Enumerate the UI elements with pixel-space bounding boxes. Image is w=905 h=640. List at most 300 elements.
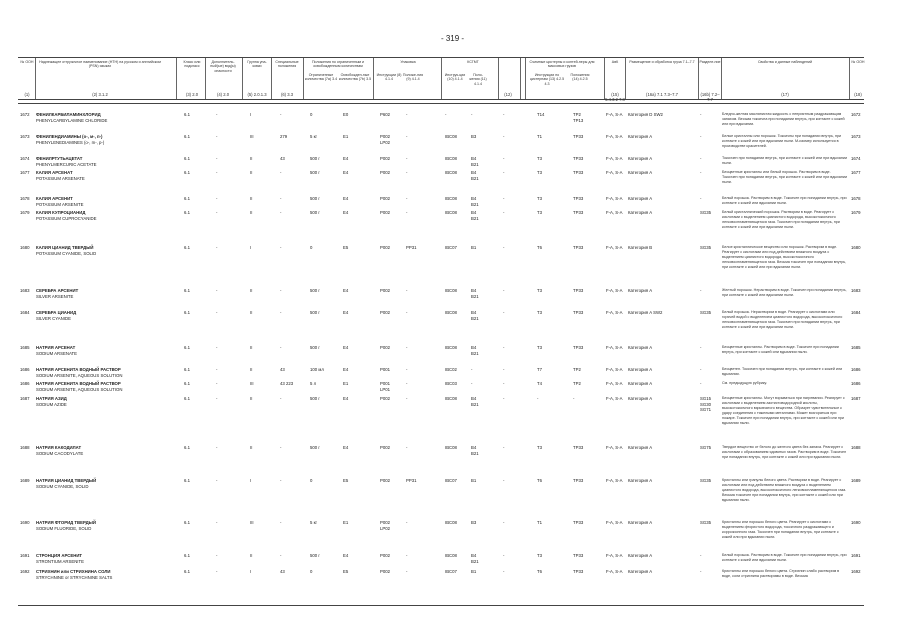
- name-ru: КАЛИЯ АРСЕНИТ: [36, 196, 73, 201]
- special-provisions: -: [280, 310, 282, 315]
- column-12: -: [503, 156, 505, 161]
- stowage: Категория A: [628, 196, 653, 201]
- segregation: -: [700, 367, 702, 372]
- segregation: -: [700, 134, 702, 139]
- rule-line: [849, 58, 850, 99]
- packing-group: II: [250, 396, 253, 401]
- ibc-instruction: IBC03: [445, 381, 457, 386]
- un-number: 1687: [20, 396, 30, 401]
- column-number: (12): [504, 92, 512, 97]
- stowage: Категория B: [628, 245, 653, 250]
- ibc-provision: B4 B21: [471, 553, 479, 564]
- ibc-provision: B4 B21: [471, 288, 479, 299]
- limited-quantity: 500 г: [310, 170, 320, 175]
- class: 6.1: [184, 210, 190, 215]
- name-ru: СЕРЕБРА ЦИАНИД: [36, 310, 77, 315]
- rule-line: [441, 58, 442, 99]
- excepted-quantity: E4: [343, 288, 349, 293]
- un-number: 1684: [20, 310, 30, 315]
- column-header: Группа упа-ковки: [247, 60, 267, 69]
- un-number-right: 1674: [851, 156, 861, 161]
- packing-provision: -: [406, 396, 408, 401]
- name-en: POTASSIUM ARSENATE: [36, 175, 85, 181]
- column-12: -: [503, 245, 505, 250]
- un-number-right: 1686: [851, 367, 861, 372]
- column-number: (15) 5.4.3.2 7.8: [605, 92, 625, 102]
- packing-provision: -: [406, 210, 408, 215]
- un-number-right: 1673: [851, 134, 861, 139]
- tank-provision: TP33: [573, 569, 584, 574]
- rule-line: [18, 103, 864, 104]
- properties-text: Бесцветен. Токсичен при попадании внутрь, при контакте с кожей или вдыхании.: [722, 367, 843, 376]
- name-en: PHENYLMERCURIC ACETATE: [36, 161, 97, 167]
- packing-provision: -: [406, 381, 408, 386]
- ems: F-A, S-A: [606, 112, 623, 117]
- name-ru: КАЛИЯ АРСЕНАТ: [36, 170, 73, 175]
- tank-instruction: T1: [537, 520, 543, 525]
- packing-group: II: [250, 196, 253, 201]
- un-number-right: 1683: [851, 288, 861, 293]
- special-provisions: 279: [280, 134, 288, 139]
- ibc-instruction: IBC08: [445, 345, 457, 350]
- name-en: POTASSIUM CUPROCYANIDE: [36, 215, 97, 221]
- column-subheader: Инструк-ции (10) 4.1.4: [444, 73, 466, 82]
- ems: F-A, S-A: [606, 396, 623, 401]
- special-provisions: -: [280, 396, 282, 401]
- column-12: -: [503, 553, 505, 558]
- excepted-quantity: E4: [343, 367, 349, 372]
- class: 6.1: [184, 245, 190, 250]
- segregation: -: [700, 196, 702, 201]
- un-number: 1672: [20, 112, 30, 117]
- name-en: POTASSIUM ARSENITE: [36, 201, 84, 207]
- un-number-right: 1691: [851, 553, 861, 558]
- class: 6.1: [184, 196, 190, 201]
- stowage: Категория A: [628, 553, 653, 558]
- ibc-instruction: IBC08: [445, 134, 457, 139]
- un-number: 1673: [20, 134, 30, 139]
- special-provisions: 43: [280, 569, 285, 574]
- subsidiary-risk: -: [216, 345, 218, 350]
- tank-instruction: T6: [537, 245, 543, 250]
- properties-text: Бесцветные кристаллы или белый порошок. Растворим в воде. Токсичен при попадании внутрь, при контакте с кожей или при вдыхании пыли.: [722, 170, 848, 184]
- packing-instruction: P002 LP02: [380, 134, 391, 145]
- packing-instruction: P002: [380, 288, 391, 293]
- class: 6.1: [184, 134, 190, 139]
- properties-text: См. предыдущую рубрику.: [722, 381, 768, 385]
- class: 6.1: [184, 520, 190, 525]
- packing-group: I: [250, 478, 252, 483]
- excepted-quantity: E1: [343, 520, 349, 525]
- ibc-provision: B4 B21: [471, 345, 479, 356]
- name-ru: ФЕНИЛЕНДИАМИНЫ (о-, м-, п-): [36, 134, 103, 139]
- packing-instruction: P002: [380, 396, 391, 401]
- ems: F-A, S-A: [606, 445, 623, 450]
- column-number: (16b) 7.2–7.7: [700, 92, 720, 102]
- properties-text: Белый порошок. Нерастворим в воде. Реагирует с кислотами или горячей водой с выделением цианистого водорода, высокотоксичного легковоспламеняющегося газа. Токсичен при попадании внутрь, при контакте с кожей или при вдыхании пыли.: [722, 310, 843, 329]
- stowage: Категория A: [628, 367, 653, 372]
- name-ru: ФЕНИЛРТУТЬАЦЕТАТ: [36, 156, 83, 161]
- ibc-provision: -: [471, 381, 473, 386]
- column-12: -: [503, 288, 505, 293]
- tank-instruction: T4: [537, 381, 543, 386]
- rule-line: [520, 58, 521, 99]
- packing-instruction: P001: [380, 367, 391, 372]
- limited-quantity: 500 г: [310, 445, 320, 450]
- ems: F-A, S-A: [606, 520, 623, 525]
- column-header: КСГМГ: [467, 60, 479, 64]
- limited-quantity: 0: [310, 478, 313, 483]
- subsidiary-risk: -: [216, 156, 218, 161]
- un-number: 1680: [20, 245, 30, 250]
- properties-text: Белый кристаллический порошок. Растворим в воде. Реагирует с кислотами с выделением цианистого водорода, высокотоксичного легковоспламеняющегося газа. Токсичен при попадании внутрь, при контакте с кожей или при вдыхании пыли.: [722, 210, 840, 229]
- column-number: (1): [24, 92, 30, 97]
- subsidiary-risk: -: [216, 112, 218, 117]
- column-12: -: [503, 196, 505, 201]
- ibc-instruction: IBC08: [445, 170, 457, 175]
- limited-quantity: 0: [310, 245, 313, 250]
- un-number-right: 1685: [851, 345, 861, 350]
- tank-provision: TP2 TP13: [573, 112, 584, 123]
- ibc-instruction: IBC08: [445, 520, 457, 525]
- limited-quantity: 100 мл: [310, 367, 324, 372]
- properties-text: Кристаллы или гранулы белого цвета. Растворим в воде. Реагирует с кислотами или под действием влажного воздуха с выделением цианистого водорода, высокотоксичного легковоспламеняющегося газа. Весьма токсичен при попадании внутрь, при контакте с кожей или при вдыхании пыли.: [722, 478, 847, 502]
- limited-quantity: 500 г: [310, 396, 320, 401]
- column-12: -: [503, 112, 505, 117]
- ems: F-A, S-A: [606, 478, 623, 483]
- name-ru: СТРИХНИН или СТРИХНИНА СОЛИ: [36, 569, 111, 574]
- packing-instruction: P002: [380, 553, 391, 558]
- stowage: Категория A: [628, 134, 653, 139]
- subsidiary-risk: -: [216, 288, 218, 293]
- tank-provision: TP2: [573, 367, 581, 372]
- subsidiary-risk: -: [216, 367, 218, 372]
- excepted-quantity: E5: [343, 478, 349, 483]
- ems: F-A, S-A: [606, 345, 623, 350]
- ibc-provision: -: [471, 367, 473, 372]
- excepted-quantity: E5: [343, 569, 349, 574]
- packing-provision: -: [406, 134, 408, 139]
- segregation: -: [700, 288, 702, 293]
- packing-provision: -: [406, 445, 408, 450]
- segregation: SG35: [700, 478, 711, 483]
- special-provisions: 43: [280, 367, 285, 372]
- name-ru: НАТРИЯ АРСЕНИТА ВОДНЫЙ РАСТВОР: [36, 367, 121, 372]
- rule-line: [176, 58, 177, 99]
- tank-instruction: T3: [537, 156, 543, 161]
- ems: F-A, S-A: [606, 196, 623, 201]
- ibc-instruction: IBC08: [445, 196, 457, 201]
- tank-provision: TP33: [573, 478, 584, 483]
- tank-provision: TP33: [573, 445, 584, 450]
- limited-quantity: 500 г: [310, 288, 320, 293]
- column-number: (16a) 7.1 7.3–7.7: [646, 92, 678, 97]
- tank-instruction: T3: [537, 288, 543, 293]
- tank-provision: TP33: [573, 170, 584, 175]
- packing-group: II: [250, 445, 253, 450]
- column-12: -: [503, 396, 505, 401]
- name-en: SODIUM ARSENITE, AQUEOUS SOLUTION: [36, 386, 123, 392]
- column-header: Свойства и данные наблюдений: [757, 60, 813, 64]
- column-number: (17): [781, 92, 789, 97]
- tank-provision: TP33: [573, 134, 584, 139]
- packing-instruction: P002 LP02: [380, 520, 391, 531]
- subsidiary-risk: -: [216, 396, 218, 401]
- excepted-quantity: E1: [343, 134, 349, 139]
- un-number: 1692: [20, 569, 30, 574]
- segregation: -: [700, 381, 702, 386]
- un-number: 1686: [20, 367, 30, 372]
- properties-text: Желтый порошок. Нерастворим в воде. Токсичен при попадании внутрь, при контакте с кожей или вдыхании пыли.: [722, 288, 847, 297]
- class: 6.1: [184, 478, 190, 483]
- ibc-provision: -: [471, 112, 473, 117]
- packing-instruction: P002: [380, 445, 391, 450]
- class: 6.1: [184, 288, 190, 293]
- column-subheader: Освобожден-ные количества (7b) 3.5: [338, 73, 372, 82]
- un-number-right: 1686: [851, 381, 861, 386]
- name-en: SODIUM ARSENATE: [36, 350, 77, 356]
- properties-text: Белый порошок. Растворим в воде. Токсичен при попадании внутрь, при контакте с кожей или вдыхании пыли.: [722, 196, 847, 205]
- ibc-provision: B4 B21: [471, 210, 479, 221]
- limited-quantity: 5 кг: [310, 134, 318, 139]
- ibc-provision: B1: [471, 569, 477, 574]
- un-number: 1679: [20, 210, 30, 215]
- un-number-right: 1692: [851, 569, 861, 574]
- packing-instruction: P002: [380, 569, 391, 574]
- column-header: № ООН: [851, 60, 865, 64]
- rule-line: [373, 58, 374, 99]
- class: 6.1: [184, 396, 190, 401]
- packing-group: II: [250, 367, 253, 372]
- name-ru: НАТРИЯ КАКОДИЛАТ: [36, 445, 82, 450]
- packing-group: III: [250, 134, 254, 139]
- ems: F-A, S-A: [606, 170, 623, 175]
- ems: F-A, S-A: [606, 245, 623, 250]
- packing-instruction: P002: [380, 478, 391, 483]
- stowage: Категория A: [628, 381, 653, 386]
- column-header: Съемные цистерны и контей-неры для массовых грузов: [529, 60, 595, 69]
- ibc-instruction: IBC08: [445, 553, 457, 558]
- ems: F-A, S-A: [606, 381, 623, 386]
- name-ru: НАТРИЯ АЗИД: [36, 396, 67, 401]
- tank-instruction: T3: [537, 310, 543, 315]
- name-en: SODIUM ARSENITE, AQUEOUS SOLUTION: [36, 372, 123, 378]
- name-ru: НАТРИЯ АРСЕНАТ: [36, 345, 76, 350]
- limited-quantity: 0: [310, 569, 313, 574]
- segregation: -: [700, 553, 702, 558]
- tank-instruction: T3: [537, 345, 543, 350]
- column-header: Положения по ограниченным и освобожденным количествам: [311, 60, 365, 69]
- ibc-provision: B4 B21: [471, 170, 479, 181]
- ibc-provision: B1: [471, 478, 477, 483]
- column-12: -: [503, 310, 505, 315]
- stowage: Категория A: [628, 396, 653, 401]
- un-number-right: 1680: [851, 245, 861, 250]
- stowage: Категория A: [628, 445, 653, 450]
- special-provisions: -: [280, 112, 282, 117]
- column-number: (18): [854, 92, 862, 97]
- un-number-right: 1688: [851, 445, 861, 450]
- un-number: 1674: [20, 156, 30, 161]
- tank-provision: TP33: [573, 310, 584, 315]
- tank-instruction: T7: [537, 367, 543, 372]
- segregation: SG35: [700, 210, 711, 215]
- tank-provision: -: [573, 396, 575, 401]
- ibc-provision: B1: [471, 245, 477, 250]
- ibc-provision: B4 B21: [471, 396, 479, 407]
- tank-provision: TP33: [573, 520, 584, 525]
- un-number: 1689: [20, 478, 30, 483]
- column-subheader: Положе-ния (9) 4.1.4: [402, 73, 424, 82]
- column-header: № ООН: [20, 60, 34, 64]
- class: 6.1: [184, 445, 190, 450]
- class: 6.1: [184, 112, 190, 117]
- special-provisions: -: [280, 445, 282, 450]
- column-12: -: [503, 381, 505, 386]
- packing-instruction: P002: [380, 310, 391, 315]
- tank-instruction: T3: [537, 170, 543, 175]
- limited-quantity: 5 кг: [310, 520, 318, 525]
- special-provisions: -: [280, 553, 282, 558]
- properties-text: Кристаллы или порошок белого цвета. Стрихнин слабо растворим в воде, соли стрихнина растворимы в воде. Весьма: [722, 569, 840, 578]
- ibc-instruction: IBC07: [445, 478, 457, 483]
- un-number: 1690: [20, 520, 30, 525]
- subsidiary-risk: -: [216, 520, 218, 525]
- packing-provision: -: [406, 170, 408, 175]
- name-en: SODIUM CYANIDE, SOLID: [36, 483, 89, 489]
- ibc-provision: B4 B21: [471, 196, 479, 207]
- class: 6.1: [184, 310, 190, 315]
- name-en: PHENYLCARBYLAMINE CHLORIDE: [36, 117, 108, 123]
- limited-quantity: 500 г: [310, 210, 320, 215]
- packing-provision: -: [406, 367, 408, 372]
- column-header: Разделе-ние: [699, 60, 721, 64]
- properties-text: Белый порошок. Растворим в воде. Токсичен при попадании внутрь, при контакте с кожей или вдыхании пыли.: [722, 553, 847, 562]
- limited-quantity: 5 л: [310, 381, 317, 386]
- properties-text: Бесцветные кристаллы. Могут взрываться при нагревании. Реагирует с кислотами с выделением азотистоводородной кислоты, высокотоксичного взрывчатого вещества. Образует чувствительные к удару соединения с тяжелыми металлами. Может возгораться при пожаре. Токсичен при попадании внутрь, при контакте с кожей или при вдыхании пыли.: [722, 396, 845, 425]
- un-number: 1683: [20, 288, 30, 293]
- un-number-right: 1672: [851, 112, 861, 117]
- stowage: Категория A: [628, 478, 653, 483]
- properties-text: Бесцветные кристаллы. Растворим в воде. Токсичен при попадании внутрь, при контакте с кожей или вдыхании пыли.: [722, 345, 839, 354]
- excepted-quantity: E4: [343, 196, 349, 201]
- packing-instruction: P002: [380, 245, 391, 250]
- tank-provision: TP33: [573, 156, 584, 161]
- un-number-right: 1678: [851, 196, 861, 201]
- packing-group: I: [250, 569, 252, 574]
- column-12: -: [503, 345, 505, 350]
- column-12: -: [503, 445, 505, 450]
- column-12: -: [503, 569, 505, 574]
- packing-provision: PP31: [406, 245, 417, 250]
- column-header: Специальные положения: [275, 60, 299, 69]
- column-12: -: [503, 134, 505, 139]
- excepted-quantity: E4: [343, 170, 349, 175]
- packing-group: II: [250, 553, 253, 558]
- name-en: POTASSIUM CYANIDE, SOLID: [36, 250, 97, 256]
- un-number-right: 1679: [851, 210, 861, 215]
- column-subheader: Ограниченные количества (7a) 3.4: [304, 73, 338, 82]
- class: 6.1: [184, 367, 190, 372]
- packing-instruction: P002: [380, 345, 391, 350]
- packing-group: II: [250, 288, 253, 293]
- subsidiary-risk: -: [216, 134, 218, 139]
- column-number: (6) 3.3: [280, 92, 294, 97]
- tank-provision: TP33: [573, 245, 584, 250]
- excepted-quantity: E4: [343, 396, 349, 401]
- ibc-instruction: IBC08: [445, 156, 457, 161]
- packing-provision: -: [406, 345, 408, 350]
- stowage: Категория A SW2: [628, 310, 663, 315]
- column-header: АвК: [611, 60, 619, 64]
- ems: F-A, S-A: [606, 288, 623, 293]
- tank-provision: TP2: [573, 381, 581, 386]
- packing-provision: -: [406, 196, 408, 201]
- ibc-provision: B3: [471, 134, 477, 139]
- class: 6.1: [184, 553, 190, 558]
- ibc-instruction: IBC08: [445, 396, 457, 401]
- packing-provision: PP31: [406, 478, 417, 483]
- limited-quantity: 500 г: [310, 310, 320, 315]
- class: 6.1: [184, 381, 190, 386]
- special-provisions: -: [280, 210, 282, 215]
- excepted-quantity: E4: [343, 445, 349, 450]
- packing-provision: -: [406, 156, 408, 161]
- column-12: -: [503, 520, 505, 525]
- properties-text: Кристаллы или порошок белого цвета. Реагирует с кислотами с выделением фтористого водорода, токсичного раздражающего и коррозионного газа. Токсичен при попадании внутрь, при контакте с кожей или при вдыхании пыли.: [722, 520, 839, 539]
- excepted-quantity: E4: [343, 156, 349, 161]
- rule-line: [18, 605, 864, 606]
- column-number: (3) 2.0: [185, 92, 199, 97]
- ems: F-A, S-A: [606, 156, 623, 161]
- un-number-right: 1689: [851, 478, 861, 483]
- name-ru: ФЕНИЛКАРБИЛАМИНХЛОРИД: [36, 112, 101, 117]
- ibc-instruction: IBC08: [445, 288, 457, 293]
- column-subheader: Инструкции по цистернам (13) 4.2.5 4.3: [529, 73, 565, 86]
- subsidiary-risk: -: [216, 210, 218, 215]
- packing-provision: -: [406, 310, 408, 315]
- tank-instruction: T3: [537, 196, 543, 201]
- name-en: STRYCHNINE or STRYCHNINE SALTS: [36, 574, 113, 580]
- subsidiary-risk: -: [216, 310, 218, 315]
- special-provisions: -: [280, 345, 282, 350]
- segregation: SG35: [700, 310, 711, 315]
- packing-group: II: [250, 310, 253, 315]
- segregation: SG35: [700, 520, 711, 525]
- column-header: Надлежащее отгрузочное наименование (НТН) на русском и английском (PSN) языках: [39, 60, 161, 69]
- properties-text: Бледно-желтая маслянистая жидкость с неприятным раздражающим запахом. Весьма токсична при попадании внутрь, при контакте с кожей или при вдыхании.: [722, 112, 845, 126]
- packing-instruction: P001 LP01: [380, 381, 391, 392]
- stowage: Категория A: [628, 170, 653, 175]
- packing-instruction: P002: [380, 210, 391, 215]
- packing-group: II: [250, 210, 253, 215]
- ibc-provision: B4 B21: [471, 310, 479, 321]
- ibc-provision: B4 B21: [471, 156, 479, 167]
- subsidiary-risk: -: [216, 196, 218, 201]
- packing-group: I: [250, 112, 252, 117]
- properties-text: Твердое вещество от белого до желтого цвета без запаха. Реагирует с кислотами с образованием ядовитых газов. Растворим в воде. Токсичен при попадании внутрь, при контакте с кожей или при вдыхании пыли.: [722, 445, 847, 459]
- name-ru: НАТРИЯ ФТОРИД ТВЕРДЫЙ: [36, 520, 96, 525]
- ibc-instruction: -: [445, 112, 447, 117]
- excepted-quantity: E4: [343, 345, 349, 350]
- subsidiary-risk: -: [216, 245, 218, 250]
- un-number: 1677: [20, 170, 30, 175]
- column-12: -: [503, 170, 505, 175]
- segregation: -: [700, 170, 702, 175]
- packing-provision: -: [406, 520, 408, 525]
- ems: F-A, S-A: [606, 210, 623, 215]
- tank-provision: TP33: [573, 288, 584, 293]
